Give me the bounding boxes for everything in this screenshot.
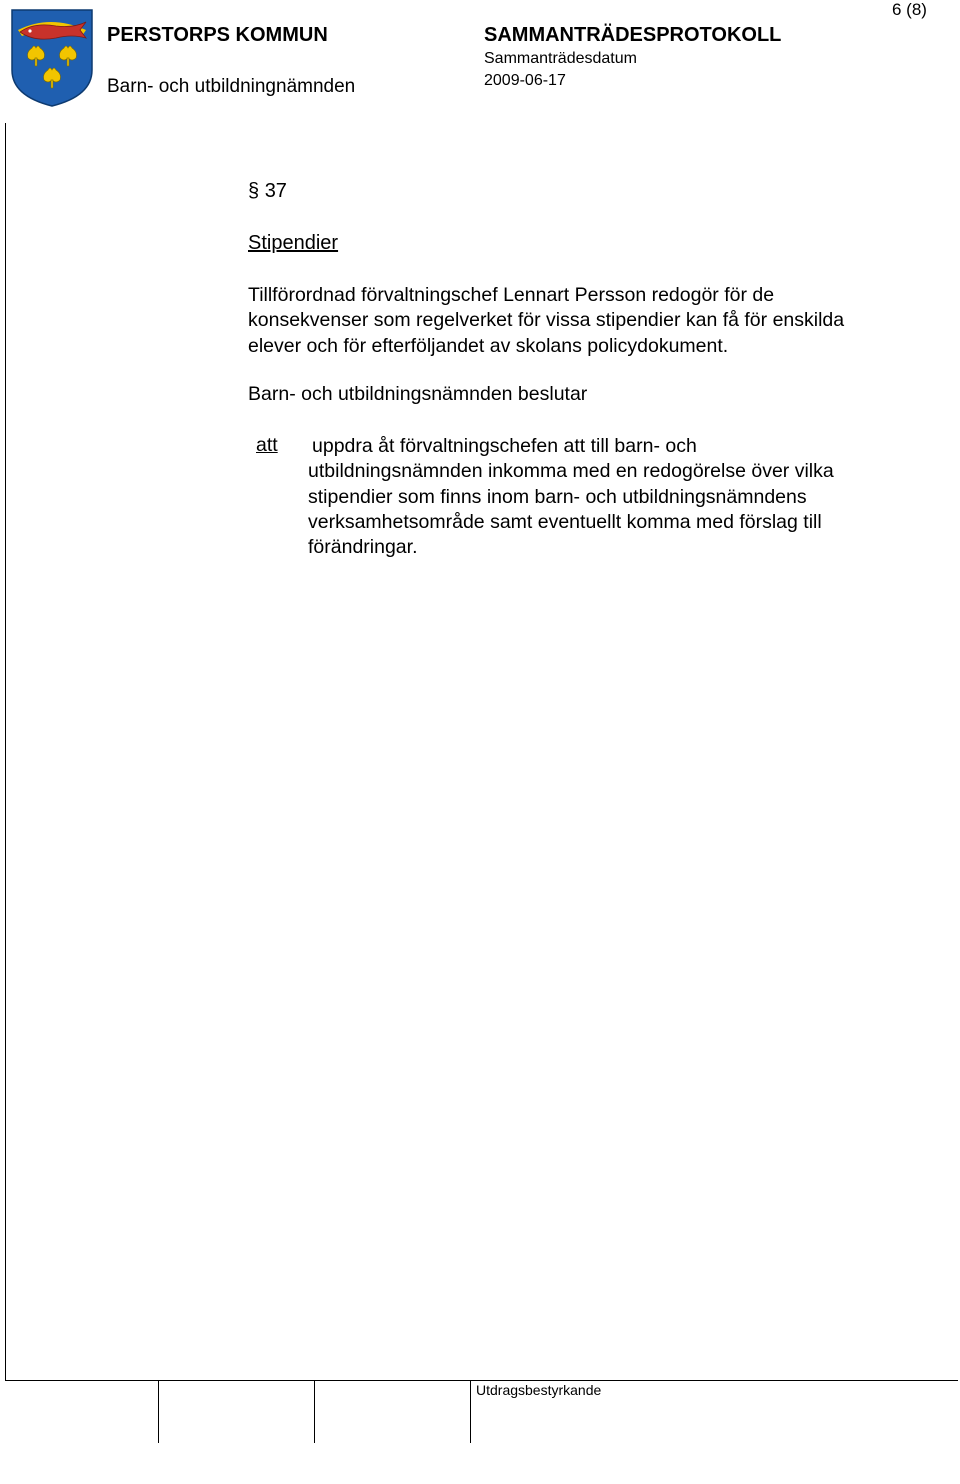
organization-name: PERSTORPS KOMMUN bbox=[107, 24, 328, 46]
text-line: verksamhetsområde samt eventuellt komma med förslag till bbox=[308, 510, 822, 533]
left-margin-line bbox=[5, 123, 6, 1381]
att-label: att bbox=[256, 434, 278, 456]
document-type: SAMMANTRÄDESPROTOKOLL bbox=[484, 24, 782, 46]
meeting-date-label: Sammanträdesdatum bbox=[484, 50, 637, 67]
section-number: § 37 bbox=[248, 180, 287, 202]
extract-certification-label: Utdragsbestyrkande bbox=[476, 1382, 602, 1398]
text-line: stipendier som finns inom barn- och utbildningsnämndens bbox=[308, 485, 807, 508]
committee-name: Barn- och utbildningnämnden bbox=[107, 76, 356, 97]
meeting-date: 2009-06-17 bbox=[484, 72, 566, 89]
text-line: uppdra åt förvaltningschefen att till barn- och bbox=[312, 435, 697, 457]
signature-cell-divider bbox=[158, 1381, 159, 1443]
coat-of-arms-icon bbox=[10, 8, 94, 108]
text-line: Tillförordnad förvaltningschef Lennart Persson redogör för de bbox=[248, 284, 775, 306]
page-number: 6 (8) bbox=[892, 0, 927, 19]
paragraph-sign-icon: § bbox=[248, 180, 260, 202]
intro-paragraph bbox=[248, 283, 938, 359]
text-line: förändringar. bbox=[308, 536, 418, 559]
signature-cell-divider bbox=[470, 1381, 471, 1443]
text-line: utbildningsnämnden inkomma med en redogörelse över vilka bbox=[308, 460, 834, 483]
signature-cell-divider bbox=[314, 1381, 315, 1443]
text-line: elever och för efterföljandet av skolans policydokument. bbox=[248, 334, 729, 357]
text-line: konsekvenser som regelverket för vissa stipendier kan få för enskilda bbox=[248, 309, 845, 332]
decision-intro: Barn- och utbildningsnämnden beslutar bbox=[248, 383, 588, 405]
section-heading: Stipendier bbox=[248, 232, 339, 254]
footer-divider bbox=[5, 1380, 958, 1381]
decision-paragraph bbox=[308, 434, 928, 560]
